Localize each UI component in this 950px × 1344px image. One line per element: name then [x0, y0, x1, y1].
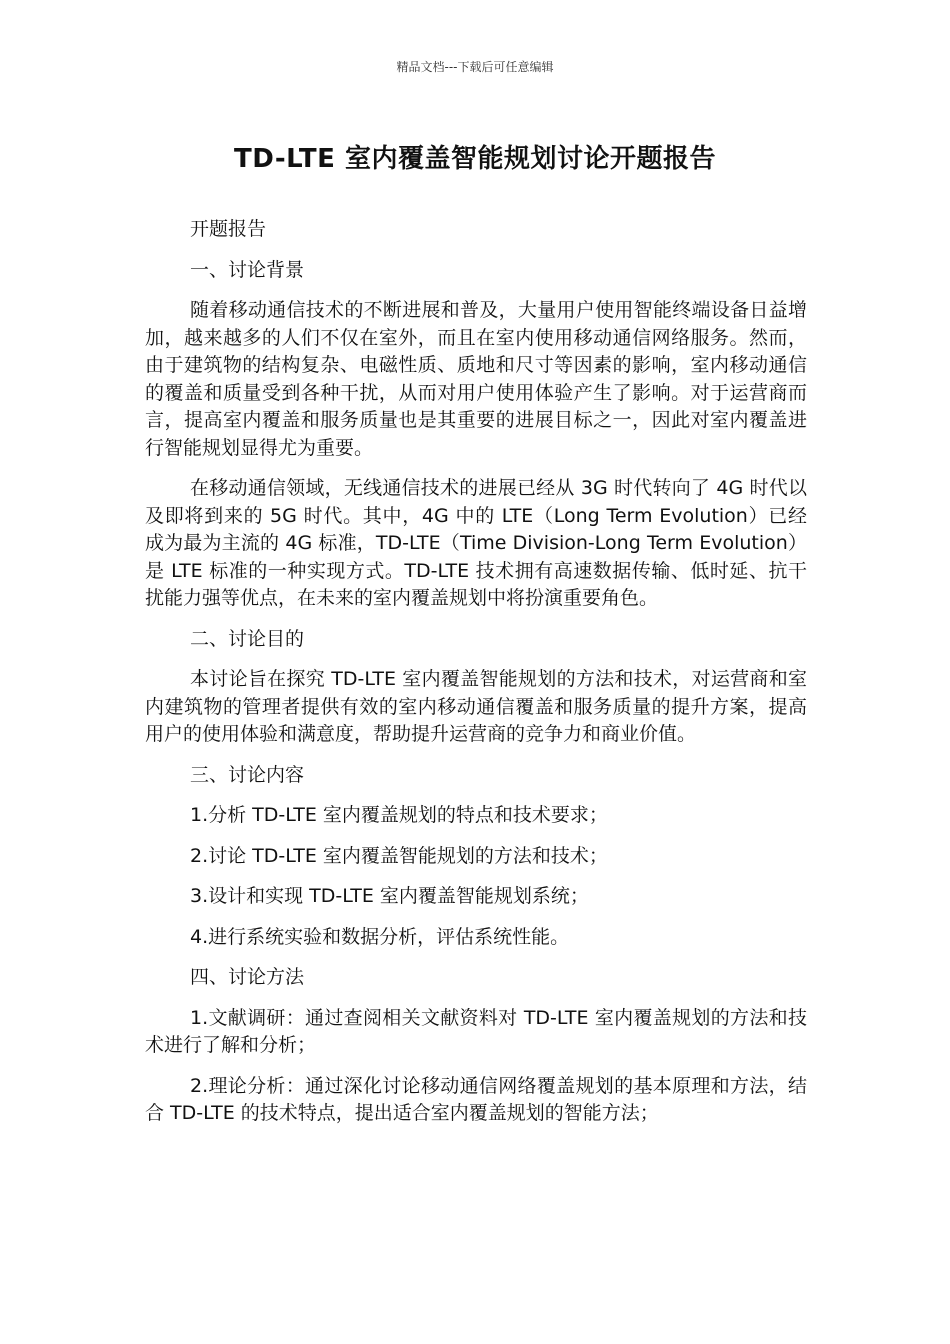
section-heading-purpose: 二、讨论目的	[190, 627, 305, 650]
paragraph-background-2: 在移动通信领域，无线通信技术的进展已经从 3G 时代转向了 4G 时代以及即将到来的 5G 时代。其中，4G 中的 LTE（Long Term Evolution）已经成为最为主流的 4G 标准，TD-LTE（Time Division-Long Term Evolution）是 LTE 标准的一种实现方式。TD-LTE 技术拥有高速数据传输、低时延、抗干扰能力强等优点，在未来的室内覆盖规划中将扮演重要角色。	[145, 477, 807, 609]
section-heading-content: 三、讨论内容	[190, 763, 305, 786]
list-item-content-4: 4.进行系统实验和数据分析，评估系统性能。	[190, 925, 570, 948]
paragraph-background-1: 随着移动通信技术的不断进展和普及，大量用户使用智能终端设备日益增加，越来越多的人们不仅在室外，而且在室内使用移动通信网络服务。然而，由于建筑物的结构复杂、电磁性质、质地和尺寸等因素的影响，室内移动通信的覆盖和质量受到各种干扰，从而对用户使用体验产生了影响。对于运营商而言，提高室内覆盖和服务质量也是其重要的进展目标之一，因此对室内覆盖进行智能规划显得尤为重要。	[145, 299, 807, 459]
list-item-content-3: 3.设计和实现 TD-LTE 室内覆盖智能规划系统；	[190, 885, 589, 907]
section-heading-method: 四、讨论方法	[190, 966, 305, 988]
list-item-content-2: 2.讨论 TD-LTE 室内覆盖智能规划的方法和技术；	[190, 844, 608, 867]
list-item-content-1: 1.分析 TD-LTE 室内覆盖规划的特点和技术要求；	[190, 804, 608, 826]
list-item-method-1: 1.文献调研：通过查阅相关文献资料对 TD-LTE 室内覆盖规划的方法和技术进行了解和分析；	[145, 1006, 807, 1056]
list-item-method-2: 2.理论分析：通过深化讨论移动通信网络覆盖规划的基本原理和方法，结合 TD-LTE 的技术特点，提出适合室内覆盖规划的智能方法；	[145, 1074, 807, 1124]
section-heading-background: 一、讨论背景	[190, 258, 305, 281]
header-note: 精品文档---下载后可任意编辑	[396, 60, 554, 74]
paragraph-report-label: 开题报告	[190, 218, 267, 240]
document-body	[145, 216, 807, 1141]
document-title: TD-LTE 室内覆盖智能规划讨论开题报告	[234, 144, 716, 174]
paragraph-purpose: 本讨论旨在探究 TD-LTE 室内覆盖智能规划的方法和技术，对运营商和室内建筑物的管理者提供有效的室内移动通信覆盖和服务质量的提升方案，提高用户的使用体验和满意度，帮助提升运营商的竞争力和商业价值。	[145, 668, 807, 745]
